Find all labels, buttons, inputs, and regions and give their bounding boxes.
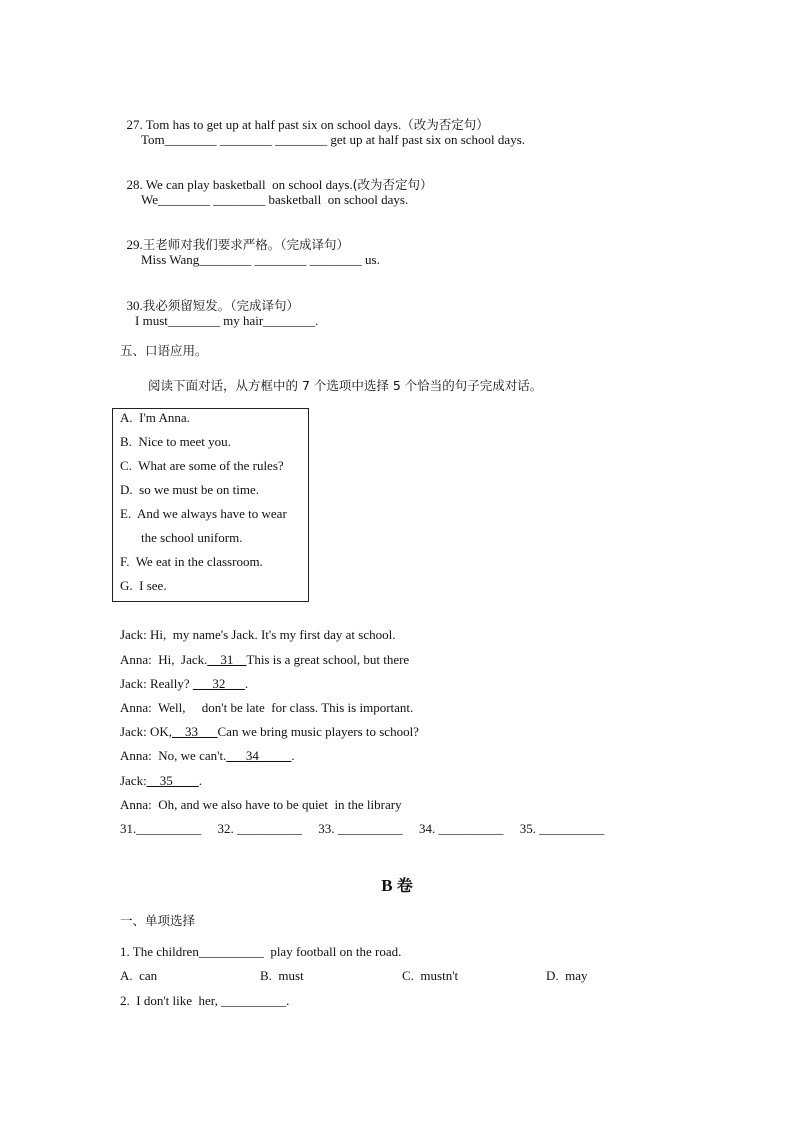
q1-option-b: B. must bbox=[260, 968, 304, 983]
q1-option-a: A. can bbox=[120, 968, 158, 983]
question-29-number: 29. bbox=[126, 237, 143, 252]
dialogue-line-2: Anna: Hi, Jack.__31__This is a great school, but there bbox=[120, 652, 410, 667]
question-27-answer: Tom________ ________ ________ get up at half past six on school days. bbox=[141, 132, 526, 147]
question-27 bbox=[120, 101, 489, 133]
answer-blanks: 31.__________ 32. __________ 33. __________ 34. __________ 35. __________ bbox=[120, 821, 605, 836]
blank-34: ___34_____ bbox=[226, 748, 292, 763]
option-f: F. We eat in the classroom. bbox=[120, 554, 263, 569]
part-b-title: B 卷 bbox=[381, 876, 413, 895]
q1-option-d: D. may bbox=[546, 968, 588, 983]
dialogue-line-7: Jack:__35____. bbox=[120, 773, 202, 788]
question-27-note: （改为否定句） bbox=[401, 117, 489, 132]
dialogue-line-6: Anna: No, we can't.___34_____. bbox=[120, 748, 295, 763]
question-30-chinese: 我必须留短发。（完成译句） bbox=[142, 298, 300, 313]
dialogue-line-8: Anna: Oh, and we also have to be quiet in the library bbox=[120, 797, 402, 812]
option-c: C. What are some of the rules? bbox=[120, 458, 284, 473]
option-e-continued: the school uniform. bbox=[141, 530, 243, 545]
question-29-chinese: 王老师对我们要求严格。（完成译句） bbox=[142, 237, 350, 252]
q1-option-c: C. mustn't bbox=[402, 968, 459, 983]
blank-33: __33___ bbox=[172, 724, 218, 739]
option-b: B. Nice to meet you. bbox=[120, 434, 231, 449]
blank-32: ___32___ bbox=[192, 676, 245, 691]
part-b-question-2: 2. I don't like her, __________. bbox=[120, 993, 290, 1008]
question-28 bbox=[120, 161, 433, 193]
question-27-text: 27. Tom has to get up at half past six on school days. bbox=[126, 117, 402, 132]
section-5-instruction: 阅读下面对话，从方框中的 7 个选项中选择 5 个恰当的句子完成对话。 bbox=[148, 378, 543, 393]
option-a: A. I'm Anna. bbox=[120, 410, 190, 425]
question-28-answer: We________ ________ basketball on school days. bbox=[141, 192, 409, 207]
option-g: G. I see. bbox=[120, 578, 167, 593]
option-e: E. And we always have to wear bbox=[120, 506, 287, 521]
question-29-answer: Miss Wang________ ________ ________ us. bbox=[141, 252, 380, 267]
question-29 bbox=[120, 221, 349, 253]
dialogue-line-1: Jack: Hi, my name's Jack. It's my first day at school. bbox=[120, 627, 396, 642]
question-30 bbox=[120, 282, 299, 314]
question-30-answer: I must________ my hair________. bbox=[135, 313, 319, 328]
part-b-question-1: 1. The children__________ play football on the road. bbox=[120, 944, 402, 959]
blank-35: __35____ bbox=[146, 773, 199, 788]
dialogue-line-3: Jack: Really? ___32___. bbox=[120, 676, 249, 691]
section-5-heading: 五、口语应用。 bbox=[120, 343, 208, 358]
part-b-heading: 一、单项选择 bbox=[120, 913, 196, 928]
question-30-number: 30. bbox=[126, 298, 143, 313]
dialogue-line-5: Jack: OK,__33___Can we bring music players to school? bbox=[120, 724, 419, 739]
dialogue-line-4: Anna: Well, don't be late for class. This is important. bbox=[120, 700, 414, 715]
blank-31: __31__ bbox=[207, 652, 247, 667]
question-28-text: 28. We can play basketball on school days. bbox=[126, 177, 353, 192]
question-28-note: (改为否定句） bbox=[352, 177, 433, 192]
option-d: D. so we must be on time. bbox=[120, 482, 260, 497]
